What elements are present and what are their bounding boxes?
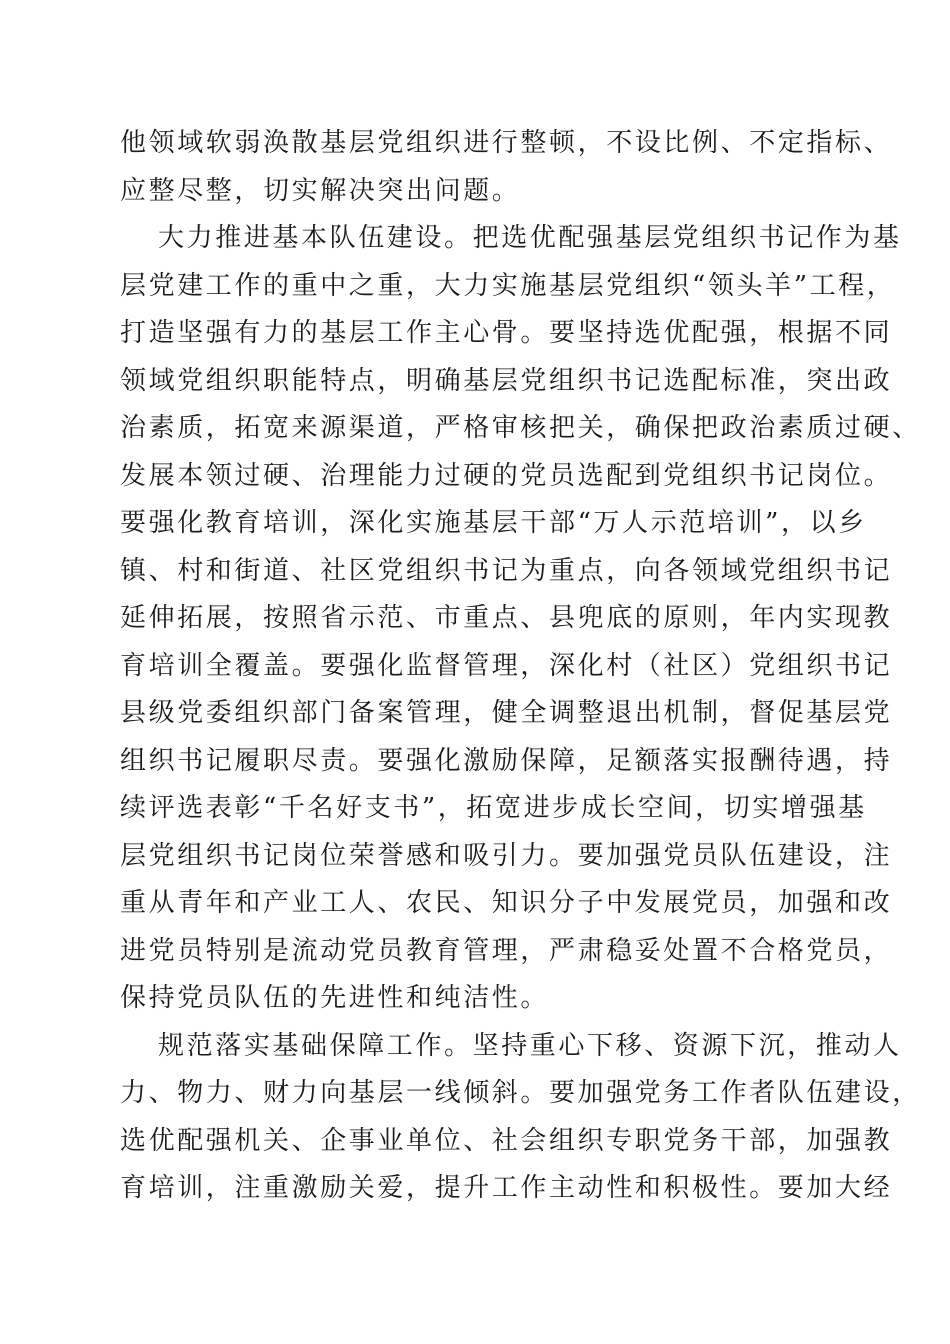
text-line: 打造坚强有力的基层工作主心骨。要坚持选优配强，根据不同: [120, 318, 893, 348]
text-line: 组织书记履职尽责。要强化激励保障，足额落实报酬待遇，持: [120, 745, 893, 776]
paragraph-basic-guarantee: [120, 1023, 921, 1213]
text-line: 他领域软弱涣散基层党组织进行整顿，不设比例、不定指标、: [120, 128, 893, 158]
paragraph-team-building: [120, 215, 921, 1023]
text-line: 县级党委组织部门备案管理，健全调整退出机制，督促基层党: [120, 698, 893, 728]
document-body: [120, 120, 921, 1213]
text-line: 选优配强机关、企事业单位、社会组织专职党务干部，加强教: [120, 1125, 893, 1156]
text-line: 续评选表彰“千名好支书”，拓宽进步成长空间，切实增强基: [120, 793, 867, 823]
paragraph-continuation: [120, 120, 893, 215]
text-line: 延伸拓展，按照省示范、市重点、县兜底的原则，年内实现教: [120, 603, 893, 633]
text-line: 层党组织书记岗位荣誉感和吸引力。要加强党员队伍建设，注: [120, 840, 893, 871]
text-line: 育培训全覆盖。要强化监督管理，深化村（社区）党组织书记: [120, 650, 893, 681]
text-line: 领域党组织职能特点，明确基层党组织书记选配标准，突出政: [120, 365, 893, 396]
text-line: 发展本领过硬、治理能力过硬的党员选配到党组织书记岗位。: [120, 460, 893, 491]
text-line: 重从青年和产业工人、农民、知识分子中发展党员，加强和改: [120, 888, 893, 918]
text-line: 规范落实基础保障工作。坚持重心下移、资源下沉，推动人: [158, 1030, 902, 1061]
text-line: 力、物力、财力向基层一线倾斜。要加强党务工作者队伍建设，: [120, 1078, 921, 1108]
text-line: 镇、村和街道、社区党组织书记为重点，向各领域党组织书记: [120, 555, 893, 586]
text-line: 要强化教育培训，深化实施基层干部“万人示范培训”，以乡: [120, 508, 867, 538]
text-line: 保持党员队伍的先进性和纯洁性。: [120, 983, 550, 1013]
text-line: 层党建工作的重中之重，大力实施基层党组织“领头羊”工程，: [120, 270, 896, 301]
text-line: 大力推进基本队伍建设。把选优配强基层党组织书记作为基: [158, 223, 902, 253]
text-line: 治素质，拓宽来源渠道，严格审核把关，确保把政治素质过硬、: [120, 413, 921, 443]
text-line: 育培训，注重激励关爱，提升工作主动性和积极性。要加大经: [120, 1173, 893, 1203]
text-line: 应整尽整，切实解决突出问题。: [120, 175, 521, 206]
text-line: 进党员特别是流动党员教育管理，严肃稳妥处置不合格党员，: [120, 935, 893, 966]
